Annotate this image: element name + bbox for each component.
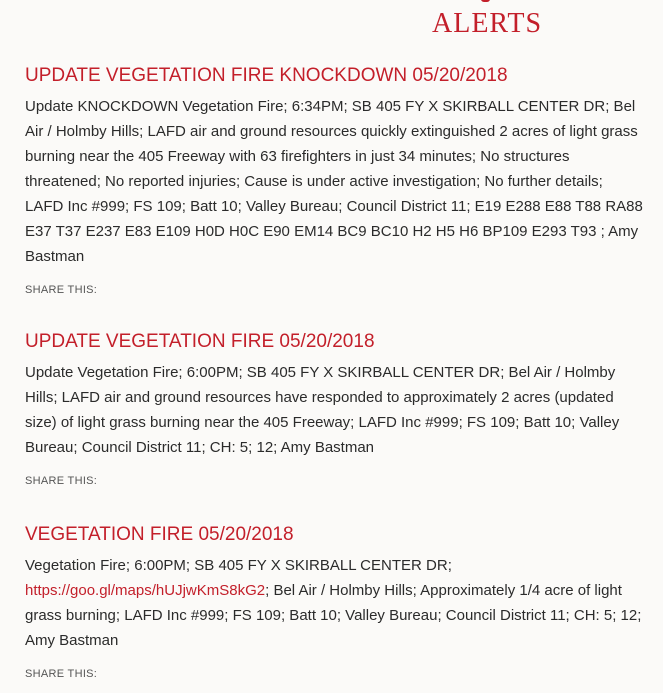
post-body: [25, 553, 645, 653]
header-accent-mark: [481, 0, 490, 2]
alert-post: [25, 64, 645, 297]
share-this-label: SHARE THIS:: [25, 284, 98, 296]
post-title-link[interactable]: UPDATE VEGETATION FIRE KNOCKDOWN 05/20/2018: [25, 65, 508, 86]
share-this-label: SHARE THIS:: [25, 475, 98, 487]
post-body-text: Vegetation Fire; 6:00PM; SB 405 FY X SKIRBALL CENTER DR;: [25, 557, 452, 574]
post-body: Update KNOCKDOWN Vegetation Fire; 6:34PM; SB 405 FY X SKIRBALL CENTER DR; Bel Air / Holmby Hills; LAFD air and ground resources quickly extinguished 2 acres of light grass burning near the 405 Freeway with 63 firefighters in just 34 minutes; No structures threatened; No reported injuries; Cause is under active investigation; No further details; LAFD Inc #999; FS 109; Batt 10; Valley Bureau; Council District 11; E19 E288 E88 T88 RA88 E37 T37 E237 E83 E109 H0D H0C E90 EM14 BC9 BC10 H2 H5 H6 BP109 E293 T93 ; Amy Bastman: [25, 98, 643, 265]
alert-post: [25, 330, 645, 488]
post-body: Update Vegetation Fire; 6:00PM; SB 405 FY X SKIRBALL CENTER DR; Bel Air / Holmby Hills; LAFD air and ground resources have responded to approximately 2 acres (updated size) of light grass burning near the 405 Freeway; LAFD Inc #999; FS 109; Batt 10; Valley Bureau; Council District 11; CH: 5; 12; Amy Bastman: [25, 364, 620, 456]
share-this-label: SHARE THIS:: [25, 668, 98, 680]
page-title: ALERTS: [432, 8, 543, 39]
alert-post: [25, 523, 645, 681]
post-title-link[interactable]: UPDATE VEGETATION FIRE 05/20/2018: [25, 331, 375, 352]
map-link[interactable]: https://goo.gl/maps/hUJjwKmS8kG2: [25, 582, 266, 599]
post-body-text: ; Bel Air / Holmby Hills; Approximately 1/4 acre of light grass burning; LAFD Inc #999; FS 109; Batt 10; Valley Bureau; Council District 11; CH: 5; 12; Amy Bastman: [25, 582, 642, 649]
page-header: [0, 0, 663, 50]
post-title-link[interactable]: VEGETATION FIRE 05/20/2018: [25, 524, 294, 545]
